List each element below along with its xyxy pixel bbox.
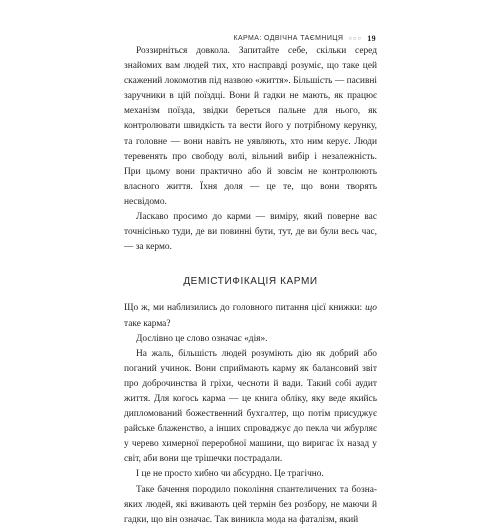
body-text <box>124 44 377 528</box>
running-title: КАРМА: ОДВІЧНА ТАЄМНИЦЯ <box>233 35 344 42</box>
paragraph: Дослівно це слово означає «дія». <box>136 333 268 344</box>
paragraph: На жаль, більшість людей розуміють дію як добрий або поганий учинок. Вони сприймають карму як балансовий звіт про доброчинства й гріхи, чесноти й вади. Такий собі аудит життя. Для когось карма — це книга обліку, яку веде якийсь дипломований божественний бухгалтер, що потім присуджує райське блаженство, а інших спроваджує до пекла чи жбурляє у черево химерної переробної машини, що виригає їх назад у світ, аби вони ще трішечки пострадали. <box>124 348 377 465</box>
section-heading: ДЕМІСТИФІКАЦІЯ КАРМИ <box>183 276 318 288</box>
question-rest: таке карма? <box>124 318 171 329</box>
paragraph: Таке бачення породило покоління спантеличених та бозна-яких людей, які вживають цей термін без розбору, не маючи й гадки, що він означає. Так виникла мода на фаталізм, який <box>124 484 377 525</box>
question-lead: Що ж, ми наблизились до головного питання цієї книжки: <box>124 303 366 314</box>
paragraph: І це не просто хибно чи абсурдно. Це трагічно. <box>136 469 324 480</box>
paragraph: Ласкаво просимо до карми — виміру, який поверне вас точнісінько туди, де ви повинні бути, тут, де ви були весь час, — за кермо. <box>124 212 377 253</box>
question-paragraph <box>124 301 377 331</box>
ornament-dots: ○○○ <box>348 35 363 42</box>
question-italic-word: що <box>365 303 377 314</box>
paragraph: Роззирніться довкола. Запитайте себе, скільки серед знайомих вам людей тих, хто насправді розуміє, що таке цей скажений локомотив під назвою «життя». Більшість — пасивні заручники в цій поїздці. Вони й гадки не мають, як працює механізм поїзда, звідки береться пальне для нього, як контролювати швидкість та вести його у потрібному керунку, та головне — вони навіть не уявляють, хто ним керує. Люди теревенять про свободу волі, вільний вибір і незалежність. При цьому вони практично або й зовсім не контролюють власного життя. Їхня доля — це те, що вони творять несвідомо. <box>124 46 377 207</box>
page-number: 19 <box>367 34 376 43</box>
running-header <box>233 34 376 43</box>
